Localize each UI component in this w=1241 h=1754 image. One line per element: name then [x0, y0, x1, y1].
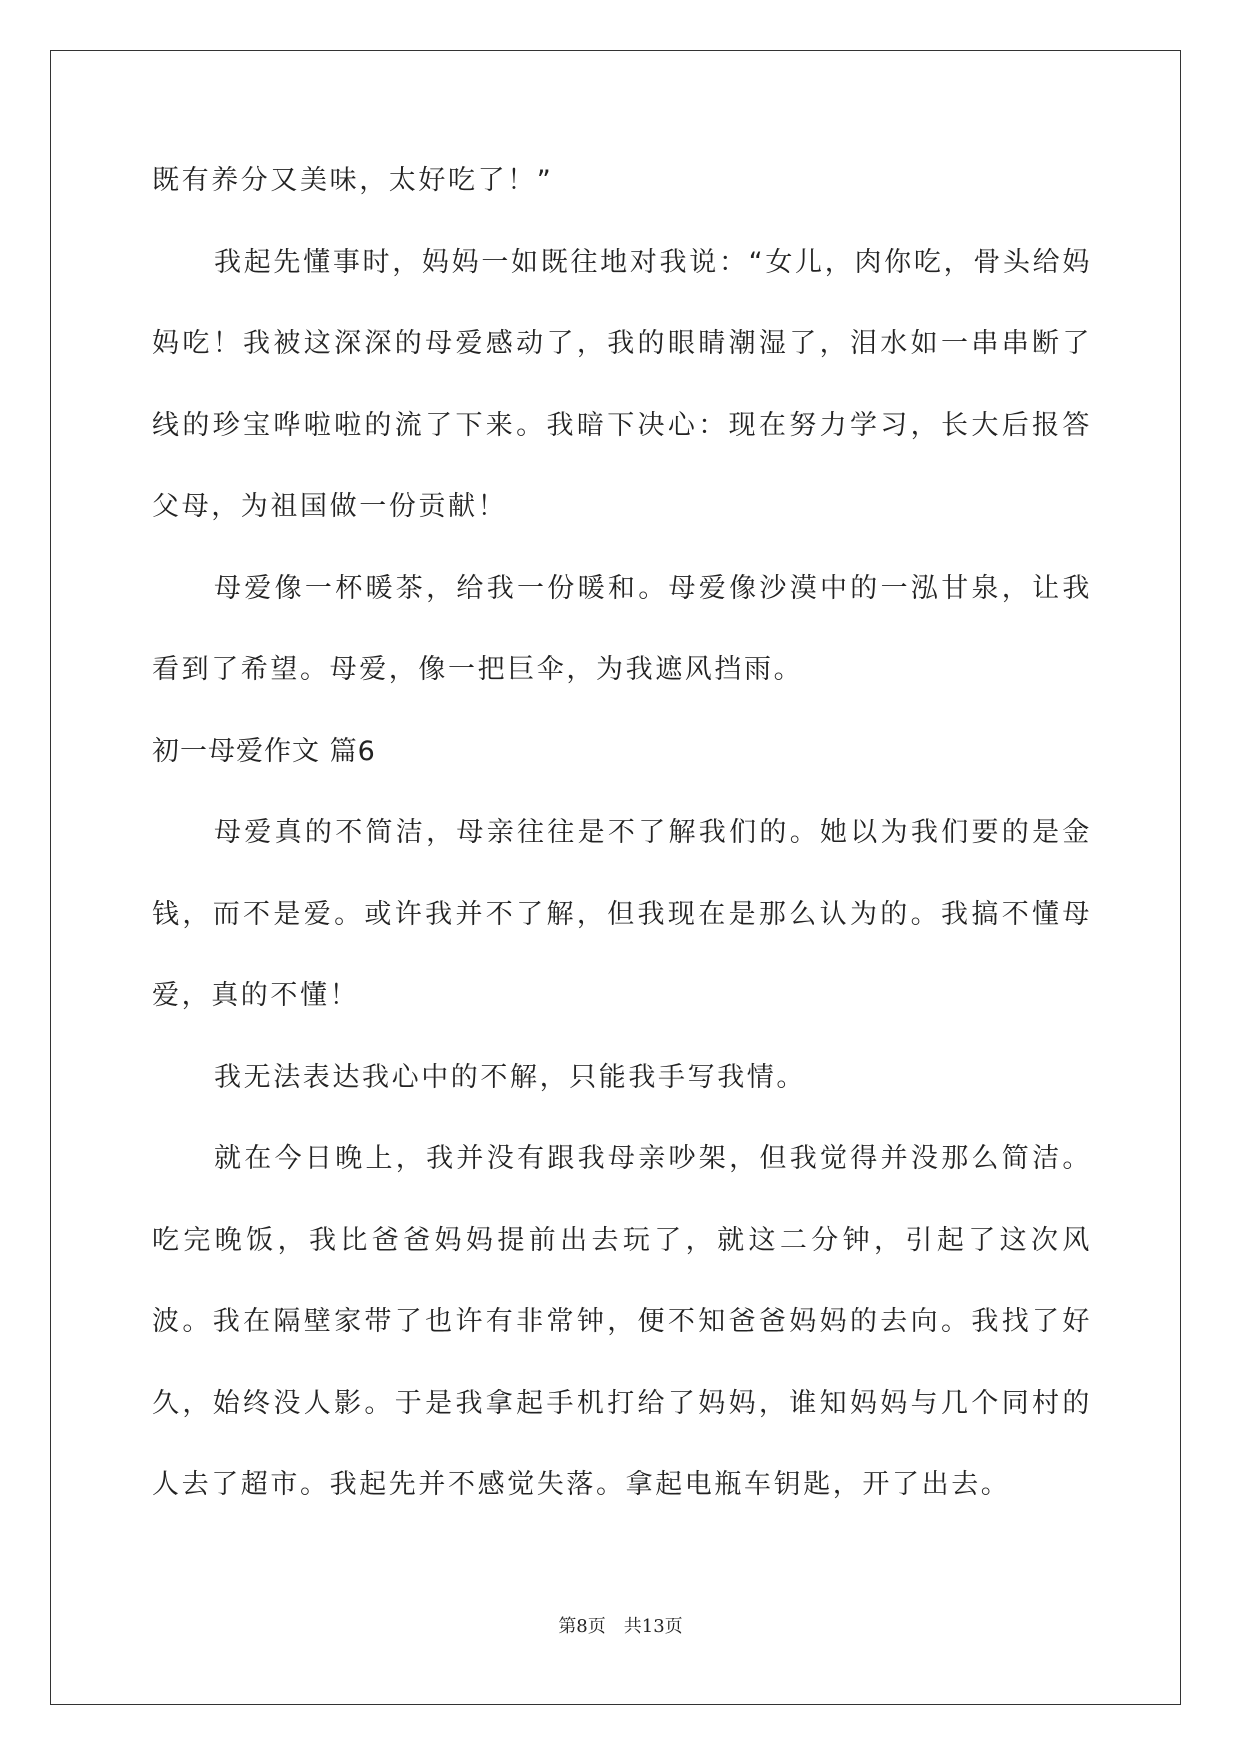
paragraph: 我起先懂事时，妈妈一如既往地对我说：“女儿，肉你吃，骨头给妈妈吃！我被这深深的母爱感动了，我的眼睛潮湿了，泪水如一串串断了线的珍宝哗啦啦的流了下来。我暗下决心：现在努力学习，长大后报答父母，为祖国做一份贡献！	[152, 246, 1092, 522]
page-number-footer: 第8页 共13页	[558, 1616, 683, 1637]
paragraph: 就在今日晚上，我并没有跟我母亲吵架，但我觉得并没那么简洁。吃完晚饭，我比爸爸妈妈提前出去玩了，就这二分钟，引起了这次风波。我在隔壁家带了也许有非常钟，便不知爸爸妈妈的去向。我找了好久，始终没人影。于是我拿起手机打给了妈妈，谁知妈妈与几个同村的人去了超市。我起先并不感觉失落。拿起电瓶车钥匙，开了出去。	[152, 1143, 1092, 1500]
paragraph: 母爱像一杯暖茶，给我一份暖和。母爱像沙漠中的一泓甘泉，让我看到了希望。母爱，像一把巨伞，为我遮风挡雨。	[152, 572, 1092, 685]
paragraph-continuation: 既有养分又美味，太好吃了！”	[152, 165, 554, 196]
section-heading: 初一母爱作文 篇6	[152, 735, 376, 767]
paragraph: 我无法表达我心中的不解，只能我手写我情。	[214, 1061, 806, 1093]
document-body	[152, 140, 1092, 1526]
paragraph: 母爱真的不简洁，母亲往往是不了解我们的。她以为我们要的是金钱，而不是爱。或许我并不了解，但我现在是那么认为的。我搞不懂母爱，真的不懂！	[152, 817, 1092, 1011]
